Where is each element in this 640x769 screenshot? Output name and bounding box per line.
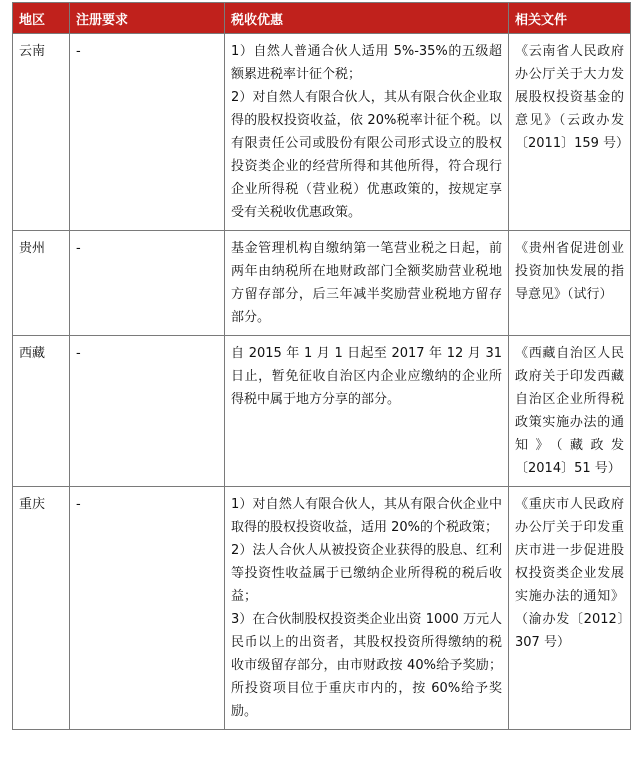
cell-region: 重庆	[13, 487, 70, 730]
cell-region: 贵州	[13, 231, 70, 336]
table-row-guizhou	[13, 231, 631, 336]
cell-requirement: -	[70, 34, 225, 231]
cell-region: 云南	[13, 34, 70, 231]
table-row-yunnan	[13, 34, 631, 231]
tax-policy-table	[12, 2, 631, 730]
cell-docs: 《云南省人民政府办公厅关于大力发展股权投资基金的意见》（云政办发〔2011〕159 号）	[509, 34, 631, 231]
table-row-xizang	[13, 336, 631, 487]
cell-requirement: -	[70, 487, 225, 730]
cell-requirement: -	[70, 231, 225, 336]
cell-docs: 《重庆市人民政府办公厅关于印发重庆市进一步促进股权投资类企业发展实施办法的通知》（渝办发〔2012〕307 号）	[509, 487, 631, 730]
header-tax: 税收优惠	[225, 3, 509, 34]
header-docs: 相关文件	[509, 3, 631, 34]
header-requirement: 注册要求	[70, 3, 225, 34]
cell-docs: 《西藏自治区人民政府关于印发西藏自治区企业所得税政策实施办法的通知》（藏政发〔2014〕51 号）	[509, 336, 631, 487]
cell-docs: 《贵州省促进创业投资加快发展的指导意见》（试行）	[509, 231, 631, 336]
header-region: 地区	[13, 3, 70, 34]
cell-tax: 基金管理机构自缴纳第一笔营业税之日起，前两年由纳税所在地财政部门全额奖励营业税地方留存部分，后三年减半奖励营业税地方留存部分。	[225, 231, 509, 336]
cell-tax: 自 2015 年 1 月 1 日起至 2017 年 12 月 31 日止，暂免征收自治区内企业应缴纳的企业所得税中属于地方分享的部分。	[225, 336, 509, 487]
cell-region: 西藏	[13, 336, 70, 487]
cell-requirement: -	[70, 336, 225, 487]
cell-tax: 1）自然人普通合伙人适用 5%-35%的五级超额累进税率计征个税； 2）对自然人有限合伙人，其从有限合伙企业取得的股权投资收益，依 20%税率计征个税。以有限责任公司或股份有限公司形式设立的股权投资类企业的经营所得和其他所得，符合现行企业所得税（营业税）优惠政策的，按规定享受有关税收优惠政策。	[225, 34, 509, 231]
cell-tax: 1）对自然人有限合伙人，其从有限合伙企业中取得的股权投资收益，适用 20%的个税政策； 2）法人合伙人从被投资企业获得的股息、红利等投资性收益属于已缴纳企业所得税的税后收益； 3）在合伙制股权投资类企业出资 1000 万元人民币以上的出资者，其股权投资所得缴纳的税收市级留存部分，由市财政按 40%给予奖励；所投资项目位于重庆市内的，按 60%给予奖励。	[225, 487, 509, 730]
table-header-row	[13, 3, 631, 34]
table-row-chongqing	[13, 487, 631, 730]
